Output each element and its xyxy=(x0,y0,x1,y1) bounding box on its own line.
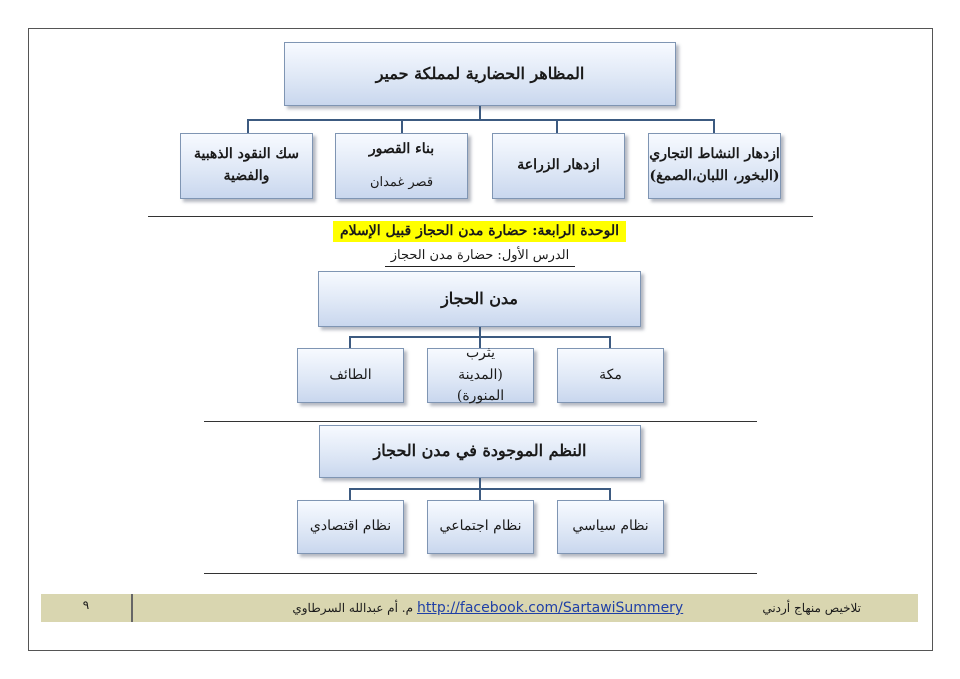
divider-line xyxy=(148,216,813,217)
footer-brand: تلاخيص منهاج أردني xyxy=(762,601,861,615)
himyar-title: المظاهر الحضارية لمملكة حمير xyxy=(375,63,585,83)
city-box-taif xyxy=(297,348,404,403)
footer-bar xyxy=(41,594,918,622)
city-mecca: مكة xyxy=(599,366,622,383)
system-box-political xyxy=(557,500,664,554)
page-number: ٩ xyxy=(82,598,90,612)
trade-label: ازدهار النشاط التجاري xyxy=(649,146,780,163)
system-economic: نظام اقتصادي xyxy=(309,518,392,535)
footer-separator xyxy=(131,594,133,622)
connector xyxy=(479,106,481,120)
system-political: نظام سياسي xyxy=(572,518,649,535)
coins-label: سك النقود الذهبية والفضية xyxy=(193,146,300,184)
connector xyxy=(556,119,558,133)
connector xyxy=(609,336,611,348)
system-box-social xyxy=(427,500,534,554)
lesson-title: الدرس الأول: حضارة مدن الحجاز xyxy=(385,246,575,267)
city-taif: الطائف xyxy=(329,366,372,383)
connector xyxy=(713,119,715,133)
agriculture-label: ازدهار الزراعة xyxy=(517,157,600,174)
divider-line xyxy=(204,421,757,422)
connector xyxy=(349,336,351,348)
facebook-link[interactable]: http://facebook.com/SartawiSummery xyxy=(417,600,684,616)
footer-author: م. أم عبدالله السرطاوي xyxy=(292,601,413,615)
connector xyxy=(401,119,403,133)
unit-title: الوحدة الرابعة: حضارة مدن الحجاز قبيل الإسلام xyxy=(333,221,626,242)
systems-title: النظم الموجودة في مدن الحجاز xyxy=(373,441,587,461)
systems-title-box xyxy=(319,425,641,478)
coins-box xyxy=(180,133,313,199)
agriculture-box xyxy=(492,133,625,199)
system-box-economic xyxy=(297,500,404,554)
trade-detail: (البخور، اللبان،الصمغ) xyxy=(649,168,780,184)
system-social: نظام اجتماعي xyxy=(439,518,522,535)
palaces-label: بناء القصور xyxy=(368,141,435,158)
city-box-yathrib xyxy=(427,344,534,405)
trade-box xyxy=(648,133,781,199)
hejaz-cities-title: مدن الحجاز xyxy=(441,288,518,308)
himyar-title-box xyxy=(284,42,676,106)
palaces-detail: قصر غمدان xyxy=(369,174,434,190)
city-yathrib: يثرب (المدينة المنورة) xyxy=(456,344,505,405)
divider-line xyxy=(204,573,757,574)
city-box-mecca xyxy=(557,348,664,403)
connector xyxy=(609,488,611,500)
connector xyxy=(247,119,249,133)
connector xyxy=(479,488,481,500)
hejaz-cities-title-box xyxy=(318,271,641,327)
connector xyxy=(349,488,351,500)
connector xyxy=(247,119,715,121)
palaces-box xyxy=(335,133,468,199)
